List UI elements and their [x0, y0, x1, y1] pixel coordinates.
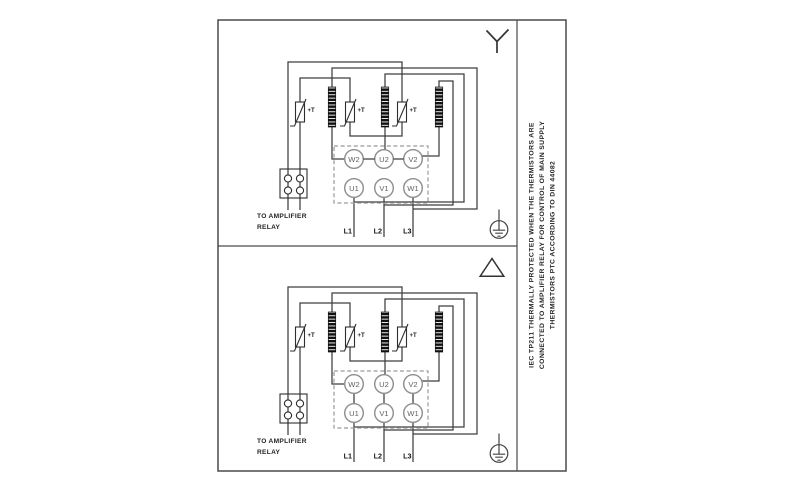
relay-label-line2: RELAY: [257, 449, 281, 456]
winding-bar: [381, 312, 388, 352]
terminal-label: V2: [408, 379, 418, 389]
note-line-2: CONNECTED TO AMPLIFIER RELAY FOR CONTROL OF MAIN SUPPLY: [539, 120, 546, 370]
relay-terminal: [296, 412, 303, 419]
relay-terminal: [284, 412, 291, 419]
relay-terminal: [296, 187, 303, 194]
terminal-label: W2: [348, 154, 360, 164]
supply-line-label: L1: [343, 226, 352, 236]
relay-label-line1: TO AMPLIFIER: [257, 438, 307, 445]
supply-line-label: L3: [403, 226, 412, 236]
winding-bar: [381, 87, 388, 127]
terminal-label: W1: [407, 408, 419, 418]
supply-line-label: L2: [373, 226, 382, 236]
relay-connector-box: [280, 394, 307, 423]
thermistor-1: [290, 324, 306, 351]
terminal-label: V2: [408, 154, 418, 164]
relay-terminal: [296, 400, 303, 407]
delta-symbol: [480, 259, 504, 277]
note-line-3: THERMISTORS PTC ACCORDING TO DIN 44082: [549, 160, 557, 330]
terminal-label: U1: [349, 408, 359, 418]
star-symbol: [487, 30, 509, 54]
relay-terminal: [284, 187, 291, 194]
thermistor-3: [392, 99, 408, 126]
thermistor-label: +T: [409, 333, 417, 339]
thermistor-2: [340, 99, 356, 126]
delta-section: [257, 259, 508, 463]
earth-symbol: [490, 210, 508, 239]
winding-bar: [328, 87, 335, 127]
winding-bar: [328, 312, 335, 352]
terminal-label: U2: [379, 154, 389, 164]
thermistor-1: [290, 99, 306, 126]
thermistor-label: +T: [357, 108, 365, 114]
note-column: [529, 121, 557, 369]
thermistor-3: [392, 324, 408, 351]
relay-label-line2: RELAY: [257, 224, 281, 231]
supply-line-label: L3: [403, 451, 412, 461]
delta-bridge-wires: [354, 393, 413, 403]
supply-line-label: L1: [343, 451, 352, 461]
earth-symbol: [490, 434, 508, 463]
terminal-label: V1: [379, 408, 389, 418]
relay-terminal: [284, 175, 291, 182]
relay-terminal: [296, 175, 303, 182]
winding-bar: [435, 87, 442, 127]
supply-line-label: L2: [373, 451, 382, 461]
relay-connector-box: [280, 169, 307, 198]
thermistor-label: +T: [307, 333, 315, 339]
terminal-label: U1: [349, 183, 359, 193]
thermistor-label: +T: [307, 108, 315, 114]
star-section: [257, 30, 509, 239]
terminal-label: W1: [407, 183, 419, 193]
thermistor-2: [340, 324, 356, 351]
thermistor-label: +T: [409, 108, 417, 114]
winding-bar: [435, 312, 442, 352]
relay-label-line1: TO AMPLIFIER: [257, 213, 307, 220]
terminal-label: U2: [379, 379, 389, 389]
relay-terminal: [284, 400, 291, 407]
terminal-label: V1: [379, 183, 389, 193]
terminal-label: W2: [348, 379, 360, 389]
thermistor-label: +T: [357, 333, 365, 339]
note-line-1: IEC TP211 THERMALLY PROTECTED WHEN THE THERMISTORS ARE: [528, 122, 536, 368]
